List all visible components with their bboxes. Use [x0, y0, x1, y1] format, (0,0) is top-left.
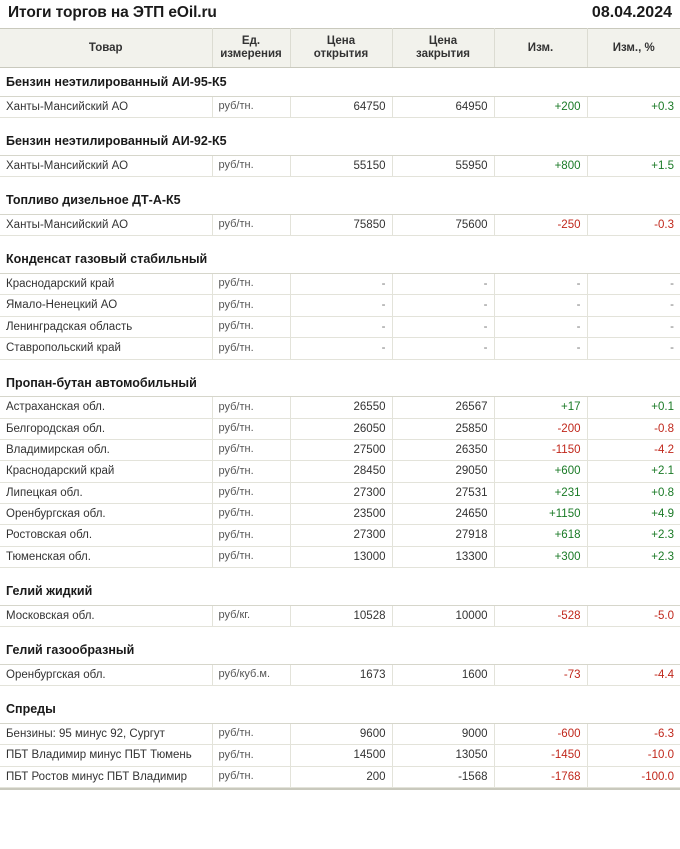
table-header-row — [0, 29, 680, 68]
table-row — [0, 664, 680, 685]
product-group-row — [0, 686, 680, 724]
column-header-close-line1: Цена — [428, 35, 458, 47]
table-row — [0, 482, 680, 503]
cell-change-percent: +0.3 — [587, 97, 680, 118]
column-header-change-percent: Изм., % — [587, 29, 680, 68]
cell-unit: руб/тн. — [212, 397, 290, 418]
cell-unit: руб/тн. — [212, 338, 290, 359]
column-header-unit-line1: Ед. — [241, 35, 261, 47]
column-header-unit-line2: измерения — [220, 48, 282, 61]
cell-unit: руб/тн. — [212, 274, 290, 295]
cell-change: +200 — [494, 97, 587, 118]
cell-open-price: - — [290, 274, 392, 295]
cell-product: Тюменская обл. — [0, 546, 212, 567]
cell-close-price: 13300 — [392, 546, 494, 567]
cell-product: ПБТ Ростов минус ПБТ Владимир — [0, 766, 212, 787]
cell-product: Ставропольский край — [0, 338, 212, 359]
cell-open-price: 23500 — [290, 504, 392, 525]
cell-product: Ямало-Ненецкий АО — [0, 295, 212, 316]
cell-close-price: 55950 — [392, 156, 494, 177]
product-group-row — [0, 177, 680, 215]
cell-open-price: - — [290, 295, 392, 316]
product-group-label: Бензин неэтилированный АИ-92-К5 — [0, 118, 680, 156]
table-row — [0, 546, 680, 567]
cell-unit: руб/тн. — [212, 418, 290, 439]
cell-change-percent: +4.9 — [587, 504, 680, 525]
cell-change-percent: -5.0 — [587, 605, 680, 626]
cell-unit: руб/тн. — [212, 439, 290, 460]
cell-close-price: 25850 — [392, 418, 494, 439]
table-row — [0, 605, 680, 626]
table-row — [0, 295, 680, 316]
cell-close-price: 13050 — [392, 745, 494, 766]
cell-change-percent: - — [587, 295, 680, 316]
cell-change-percent: +2.3 — [587, 546, 680, 567]
product-group-label: Топливо дизельное ДТ-А-К5 — [0, 177, 680, 215]
cell-product: Липецкая обл. — [0, 482, 212, 503]
table-row — [0, 439, 680, 460]
table-row — [0, 461, 680, 482]
cell-unit: руб/тн. — [212, 316, 290, 337]
product-group-label: Спреды — [0, 686, 680, 724]
cell-open-price: - — [290, 338, 392, 359]
cell-change: -73 — [494, 664, 587, 685]
cell-open-price: 14500 — [290, 745, 392, 766]
cell-unit: руб/тн. — [212, 482, 290, 503]
cell-close-price: -1568 — [392, 766, 494, 787]
cell-product: Ленинградская область — [0, 316, 212, 337]
cell-open-price: 13000 — [290, 546, 392, 567]
cell-change: -600 — [494, 723, 587, 744]
cell-unit: руб/тн. — [212, 525, 290, 546]
cell-unit: руб/тн. — [212, 156, 290, 177]
cell-unit: руб/тн. — [212, 215, 290, 236]
column-header-close-line2: закрытия — [416, 48, 470, 61]
cell-product: Московская обл. — [0, 605, 212, 626]
cell-open-price: 1673 — [290, 664, 392, 685]
cell-close-price: - — [392, 274, 494, 295]
product-group-label: Конденсат газовый стабильный — [0, 236, 680, 274]
cell-product: Краснодарский край — [0, 274, 212, 295]
cell-close-price: - — [392, 316, 494, 337]
cell-close-price: 75600 — [392, 215, 494, 236]
cell-unit: руб/куб.м. — [212, 664, 290, 685]
cell-close-price: 27918 — [392, 525, 494, 546]
cell-product: Ростовская обл. — [0, 525, 212, 546]
column-header-open-line2: открытия — [313, 48, 369, 61]
column-header-close-price — [392, 29, 494, 68]
cell-open-price: 64750 — [290, 97, 392, 118]
cell-change-percent: -4.2 — [587, 439, 680, 460]
column-header-open-price — [290, 29, 392, 68]
cell-unit: руб/тн. — [212, 461, 290, 482]
product-group-row — [0, 627, 680, 665]
cell-close-price: 26567 — [392, 397, 494, 418]
product-group-label: Бензин неэтилированный АИ-95-К5 — [0, 68, 680, 97]
cell-change: -1150 — [494, 439, 587, 460]
cell-change-percent: -10.0 — [587, 745, 680, 766]
product-group-row — [0, 236, 680, 274]
cell-change: - — [494, 338, 587, 359]
cell-open-price: 28450 — [290, 461, 392, 482]
product-group-label: Пропан-бутан автомобильный — [0, 359, 680, 397]
table-row — [0, 397, 680, 418]
cell-change: -528 — [494, 605, 587, 626]
cell-close-price: 1600 — [392, 664, 494, 685]
cell-open-price: - — [290, 316, 392, 337]
column-header-unit — [212, 29, 290, 68]
cell-product: Оренбургская обл. — [0, 664, 212, 685]
table-row — [0, 274, 680, 295]
cell-open-price: 26550 — [290, 397, 392, 418]
cell-close-price: 24650 — [392, 504, 494, 525]
cell-unit: руб/тн. — [212, 295, 290, 316]
cell-change: +618 — [494, 525, 587, 546]
cell-open-price: 27300 — [290, 525, 392, 546]
report-date: 08.04.2024 — [591, 4, 672, 21]
table-row — [0, 723, 680, 744]
product-group-row — [0, 568, 680, 606]
cell-change-percent: - — [587, 316, 680, 337]
cell-change-percent: +2.1 — [587, 461, 680, 482]
product-group-row — [0, 68, 680, 97]
cell-unit: руб/тн. — [212, 745, 290, 766]
cell-product: ПБТ Владимир минус ПБТ Тюмень — [0, 745, 212, 766]
cell-product: Оренбургская обл. — [0, 504, 212, 525]
cell-open-price: 9600 — [290, 723, 392, 744]
cell-change: -1450 — [494, 745, 587, 766]
cell-change: +17 — [494, 397, 587, 418]
cell-product: Астраханская обл. — [0, 397, 212, 418]
product-group-label: Гелий жидкий — [0, 568, 680, 606]
cell-change-percent: +1.5 — [587, 156, 680, 177]
cell-product: Ханты-Мансийский АО — [0, 156, 212, 177]
table-bottom-rule — [0, 788, 680, 790]
cell-open-price: 75850 — [290, 215, 392, 236]
cell-change-percent: - — [587, 338, 680, 359]
cell-change: -200 — [494, 418, 587, 439]
table-row — [0, 338, 680, 359]
trading-results-table — [0, 28, 680, 788]
cell-unit: руб/тн. — [212, 546, 290, 567]
cell-close-price: 64950 — [392, 97, 494, 118]
cell-open-price: 200 — [290, 766, 392, 787]
cell-change: - — [494, 316, 587, 337]
cell-unit: руб/тн. — [212, 97, 290, 118]
cell-product: Ханты-Мансийский АО — [0, 215, 212, 236]
cell-unit: руб/тн. — [212, 723, 290, 744]
cell-unit: руб/тн. — [212, 766, 290, 787]
cell-product: Краснодарский край — [0, 461, 212, 482]
cell-product: Владимирская обл. — [0, 439, 212, 460]
cell-change-percent: - — [587, 274, 680, 295]
cell-change: - — [494, 274, 587, 295]
table-row — [0, 316, 680, 337]
cell-product: Белгородская обл. — [0, 418, 212, 439]
cell-close-price: 27531 — [392, 482, 494, 503]
cell-close-price: - — [392, 295, 494, 316]
table-body — [0, 68, 680, 788]
cell-close-price: 29050 — [392, 461, 494, 482]
cell-change-percent: -0.3 — [587, 215, 680, 236]
cell-change: -1768 — [494, 766, 587, 787]
cell-change-percent: -4.4 — [587, 664, 680, 685]
cell-change-percent: -6.3 — [587, 723, 680, 744]
cell-open-price: 27300 — [290, 482, 392, 503]
cell-change-percent: +0.8 — [587, 482, 680, 503]
cell-change: +1150 — [494, 504, 587, 525]
cell-product: Ханты-Мансийский АО — [0, 97, 212, 118]
cell-open-price: 55150 — [290, 156, 392, 177]
cell-close-price: 10000 — [392, 605, 494, 626]
cell-change: +300 — [494, 546, 587, 567]
cell-open-price: 10528 — [290, 605, 392, 626]
table-row — [0, 418, 680, 439]
column-header-change: Изм. — [494, 29, 587, 68]
cell-change-percent: +0.1 — [587, 397, 680, 418]
product-group-row — [0, 359, 680, 397]
page-header — [0, 0, 680, 28]
table-row — [0, 504, 680, 525]
table-row — [0, 766, 680, 787]
cell-change: - — [494, 295, 587, 316]
cell-product: Бензины: 95 минус 92, Сургут — [0, 723, 212, 744]
cell-change-percent: +2.3 — [587, 525, 680, 546]
table-row — [0, 156, 680, 177]
table-header — [0, 29, 680, 68]
column-header-open-line1: Цена — [326, 35, 356, 47]
cell-change: +800 — [494, 156, 587, 177]
cell-close-price: - — [392, 338, 494, 359]
table-row — [0, 525, 680, 546]
cell-close-price: 9000 — [392, 723, 494, 744]
cell-open-price: 27500 — [290, 439, 392, 460]
table-row — [0, 215, 680, 236]
cell-change: -250 — [494, 215, 587, 236]
page-title: Итоги торгов на ЭТП eOil.ru — [8, 4, 217, 21]
table-row — [0, 745, 680, 766]
column-header-product: Товар — [0, 29, 212, 68]
cell-change: +231 — [494, 482, 587, 503]
table-row — [0, 97, 680, 118]
product-group-row — [0, 118, 680, 156]
product-group-label: Гелий газообразный — [0, 627, 680, 665]
cell-open-price: 26050 — [290, 418, 392, 439]
cell-change: +600 — [494, 461, 587, 482]
cell-unit: руб/кг. — [212, 605, 290, 626]
cell-change-percent: -0.8 — [587, 418, 680, 439]
cell-change-percent: -100.0 — [587, 766, 680, 787]
cell-close-price: 26350 — [392, 439, 494, 460]
cell-unit: руб/тн. — [212, 504, 290, 525]
